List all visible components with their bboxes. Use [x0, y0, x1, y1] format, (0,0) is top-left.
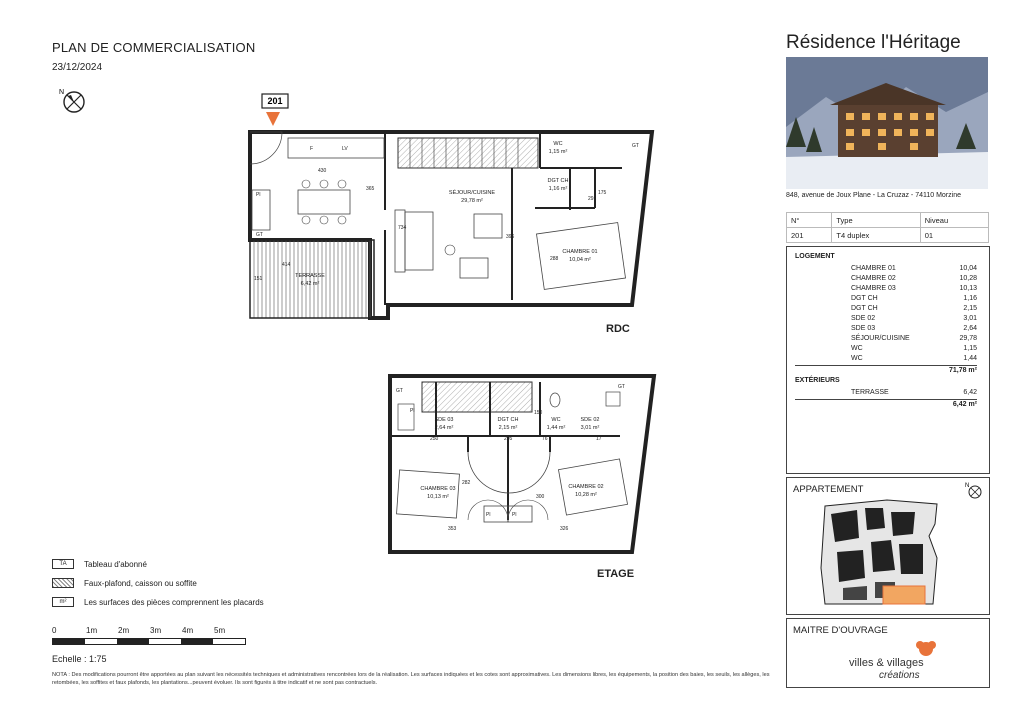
svg-text:288: 288	[550, 256, 559, 262]
etage-plan	[390, 376, 654, 552]
disclaimer-note: NOTA : Des modifications pourront être apportées au plan suivant les nécessités techniques et administratives rencontrées lors de la réalisation. Les surfaces indiquées et les cotes sont approximatives. Les dimensions libres, les équipements, la position des baies, les seuils, les allèges, les retombées, les soffites et faux plafonds, les plantations...peuvent évoluer. Ils sont figurés à titre indicatif et ne sont pas contractuels.	[52, 672, 770, 686]
page-title: PLAN DE COMMERCIALISATION	[52, 40, 256, 55]
residence-title: Résidence l'Héritage	[786, 32, 961, 53]
legend-text: Faux-plafond, caisson ou soffite	[84, 578, 197, 588]
scale-text: Echelle : 1:75	[52, 654, 107, 664]
room-name: DGT CH	[547, 178, 569, 184]
maitre-ouvrage-panel	[786, 618, 990, 688]
terrace-area	[250, 240, 374, 318]
svg-text:Pl: Pl	[410, 408, 415, 414]
logement-title: LOGEMENT	[795, 253, 835, 260]
room-area: 1,15 m²	[548, 149, 568, 155]
svg-text:250: 250	[430, 436, 439, 442]
page-date: 23/12/2024	[52, 62, 103, 73]
compass-icon	[58, 86, 86, 114]
room-name: CHAMBRE 01	[562, 249, 598, 255]
svg-text:326: 326	[560, 526, 569, 532]
svg-text:734: 734	[398, 225, 407, 231]
exterieurs-title: EXTÉRIEURS	[795, 377, 840, 384]
flower-logo-icon	[913, 637, 939, 659]
svg-text:1,44 m²: 1,44 m²	[546, 425, 566, 431]
surfaces-panel: LOGEMENT CHAMBRE 01 10,04 CHAMBRE 02 10,28 CHAMBRE 03 10,13 DGT CH 1,16 DGT CH 2,15 SDE 02 3,01 SDE 03 2,64 SÉJOUR/CUISINE 29,78 WC 1,15 WC 1,44 71,78 m² EXTÉRIEURS TERRASSE 6,42 6,42 m²	[786, 246, 990, 474]
svg-text:17: 17	[596, 436, 602, 442]
room-area: 10,04 m²	[569, 257, 591, 263]
svg-text:205: 205	[504, 436, 513, 442]
svg-text:430: 430	[318, 168, 327, 174]
svg-text:2,64 m²: 2,64 m²	[434, 425, 454, 431]
logo-subtext: créations	[879, 670, 920, 681]
svg-text:10,28 m²: 10,28 m²	[575, 492, 597, 498]
svg-text:SDE 02: SDE 02	[580, 417, 600, 423]
residence-address: 848, avenue de Joux Plane - La Cruzaz - 74110 Morzine	[786, 192, 961, 199]
apartment-location-panel	[786, 477, 990, 615]
svg-text:F: F	[310, 146, 314, 152]
exterieurs-total: 6,42 m²	[795, 399, 977, 408]
floor-plan	[240, 90, 680, 590]
svg-text:GT: GT	[256, 232, 263, 238]
room-name: WC	[553, 141, 563, 147]
svg-text:414: 414	[282, 262, 291, 268]
entry-tag: 201	[267, 96, 283, 106]
svg-text:SDE 03: SDE 03	[434, 417, 454, 423]
svg-text:LV: LV	[342, 146, 348, 152]
logement-total: 71,78 m²	[795, 365, 977, 374]
compass-letter: N	[965, 483, 970, 489]
svg-text:WC: WC	[551, 417, 561, 423]
legend-text: Les surfaces des pièces comprennent les placards	[84, 597, 264, 607]
svg-text:76: 76	[542, 436, 548, 442]
room-area: 1,16 m²	[548, 186, 568, 192]
svg-text:175: 175	[598, 190, 607, 196]
room-area: 29,78 m²	[461, 198, 483, 204]
svg-text:GT: GT	[632, 143, 639, 149]
svg-text:GT: GT	[396, 388, 403, 394]
maitre-title: MAITRE D'OUVRAGE	[793, 625, 888, 636]
location-map	[787, 478, 989, 614]
lot-info-table: N° Type Niveau 201 T4 duplex 01	[786, 212, 989, 243]
legend-item	[52, 597, 264, 607]
svg-text:150: 150	[534, 410, 543, 416]
rdc-label: RDC	[606, 323, 630, 335]
logo-text: villes & villages	[849, 657, 924, 669]
svg-text:300: 300	[536, 494, 545, 500]
legend-swatch: m²	[52, 597, 74, 607]
svg-text:396: 396	[506, 234, 515, 240]
hatch-swatch	[52, 578, 74, 588]
legend-swatch: TA	[52, 559, 74, 569]
svg-text:Pl: Pl	[256, 192, 261, 198]
room-name: SÉJOUR/CUISINE	[448, 190, 496, 196]
legend-text: Tableau d'abonné	[84, 559, 147, 569]
svg-text:CHAMBRE 02: CHAMBRE 02	[568, 484, 604, 490]
svg-text:Pl: Pl	[512, 512, 517, 518]
compass-letter: N	[59, 89, 65, 96]
svg-text:291: 291	[588, 196, 597, 202]
svg-text:10,13 m²: 10,13 m²	[427, 494, 449, 500]
svg-text:Pl: Pl	[486, 512, 491, 518]
svg-text:3,01 m²: 3,01 m²	[580, 425, 600, 431]
svg-text:DGT CH: DGT CH	[497, 417, 519, 423]
room-name: TERRASSE	[295, 273, 325, 279]
svg-text:353: 353	[448, 526, 457, 532]
svg-text:GT: GT	[618, 384, 625, 390]
svg-text:151: 151	[254, 276, 263, 282]
legend-item	[52, 559, 147, 569]
svg-text:282: 282	[462, 480, 471, 486]
residence-photo	[786, 57, 988, 189]
svg-text:365: 365	[366, 186, 375, 192]
legend-item	[52, 578, 197, 588]
room-area: 6,42 m²	[300, 281, 320, 287]
apartment-highlight	[883, 586, 925, 604]
etage-label: ETAGE	[597, 568, 635, 580]
apartment-title: APPARTEMENT	[793, 484, 864, 495]
svg-text:2,15 m²: 2,15 m²	[498, 425, 518, 431]
rdc-plan	[250, 94, 652, 318]
svg-text:CHAMBRE 03: CHAMBRE 03	[420, 486, 456, 492]
